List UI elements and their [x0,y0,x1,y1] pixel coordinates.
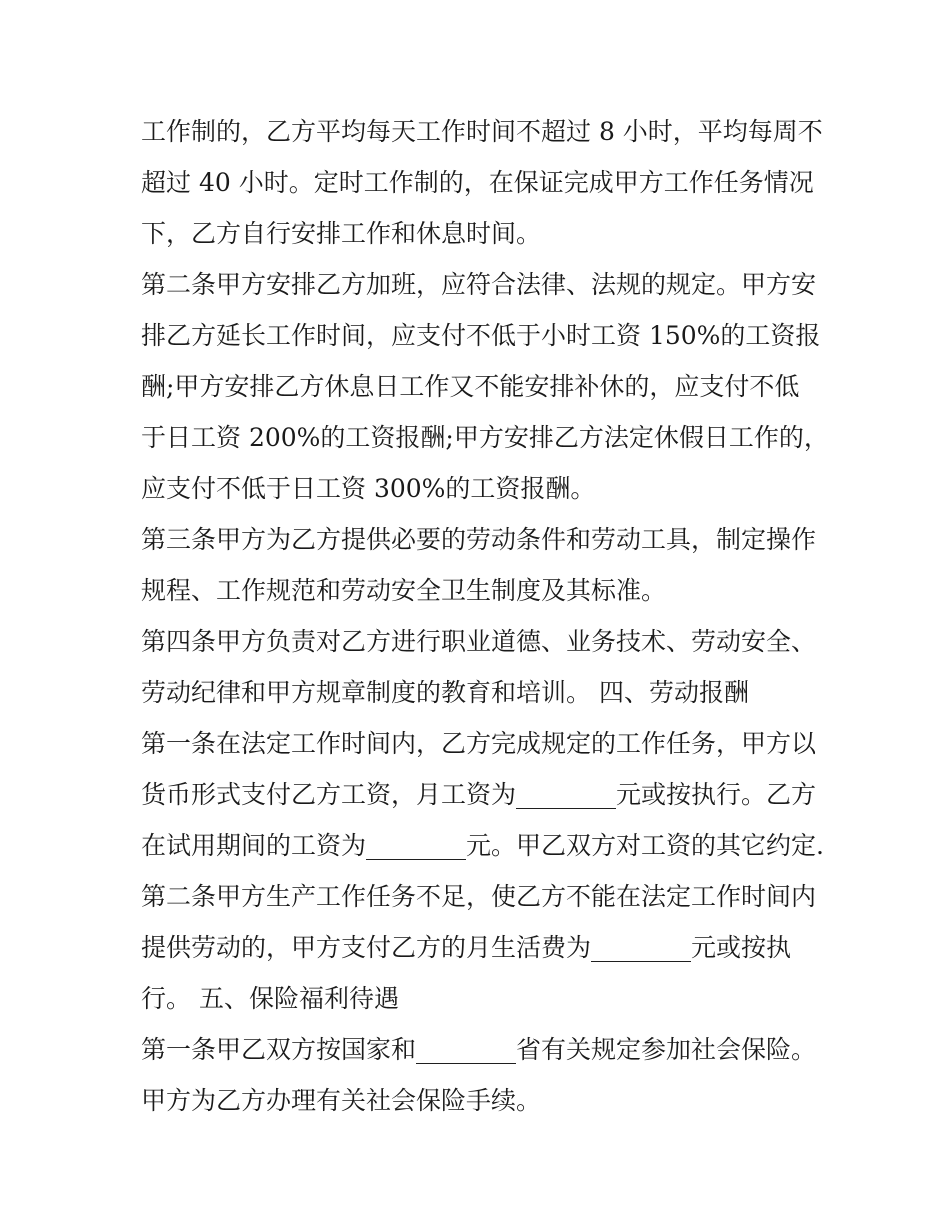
text-line: 下，乙方自行安排工作和休息时间。 [141,219,542,248]
text-line: 第二条甲方安排乙方加班，应符合法律、法规的规定。甲方安 [141,270,817,299]
text-line: 货币形式支付乙方工资，月工资为________元或按执行。乙方 [141,780,817,809]
text-line: 提供劳动的，甲方支付乙方的月生活费为________元或按执 [141,933,792,962]
text-line: 劳动纪律和甲方规章制度的教育和培训。 四、劳动报酬 [141,678,749,707]
text-line: 第一条甲乙双方按国家和________省有关规定参加社会保险。 [141,1035,817,1064]
text-line: 第二条甲方生产工作任务不足，使乙方不能在法定工作时间内 [141,882,817,911]
text-line: 在试用期间的工资为________元。甲乙双方对工资的其它约定. [141,831,824,860]
text-line: 甲方为乙方办理有关社会保险手续。 [141,1086,542,1115]
contract-text [141,106,829,1126]
text-line: 第四条甲方负责对乙方进行职业道德、业务技术、劳动安全、 [141,627,817,656]
text-line: 于日工资 200%的工资报酬;甲方安排乙方法定休假日工作的， [141,423,829,452]
text-line: 第三条甲方为乙方提供必要的劳动条件和劳动工具，制定操作 [141,525,817,554]
text-line: 行。 五、保险福利待遇 [141,984,399,1013]
text-line: 应支付不低于日工资 300%的工资报酬。 [141,474,596,503]
text-line: 第一条在法定工作时间内，乙方完成规定的工作任务，甲方以 [141,729,817,758]
text-line: 排乙方延长工作时间，应支付不低于小时工资 150%的工资报 [141,321,821,350]
text-line: 超过 40 小时。定时工作制的，在保证完成甲方工作任务情况 [141,168,814,197]
text-line: 酬;甲方安排乙方休息日工作又不能安排补休的，应支付不低 [141,372,800,401]
text-line: 规程、工作规范和劳动安全卫生制度及其标准。 [141,576,667,605]
text-line: 工作制的，乙方平均每天工作时间不超过 8 小时，平均每周不 [141,117,823,146]
